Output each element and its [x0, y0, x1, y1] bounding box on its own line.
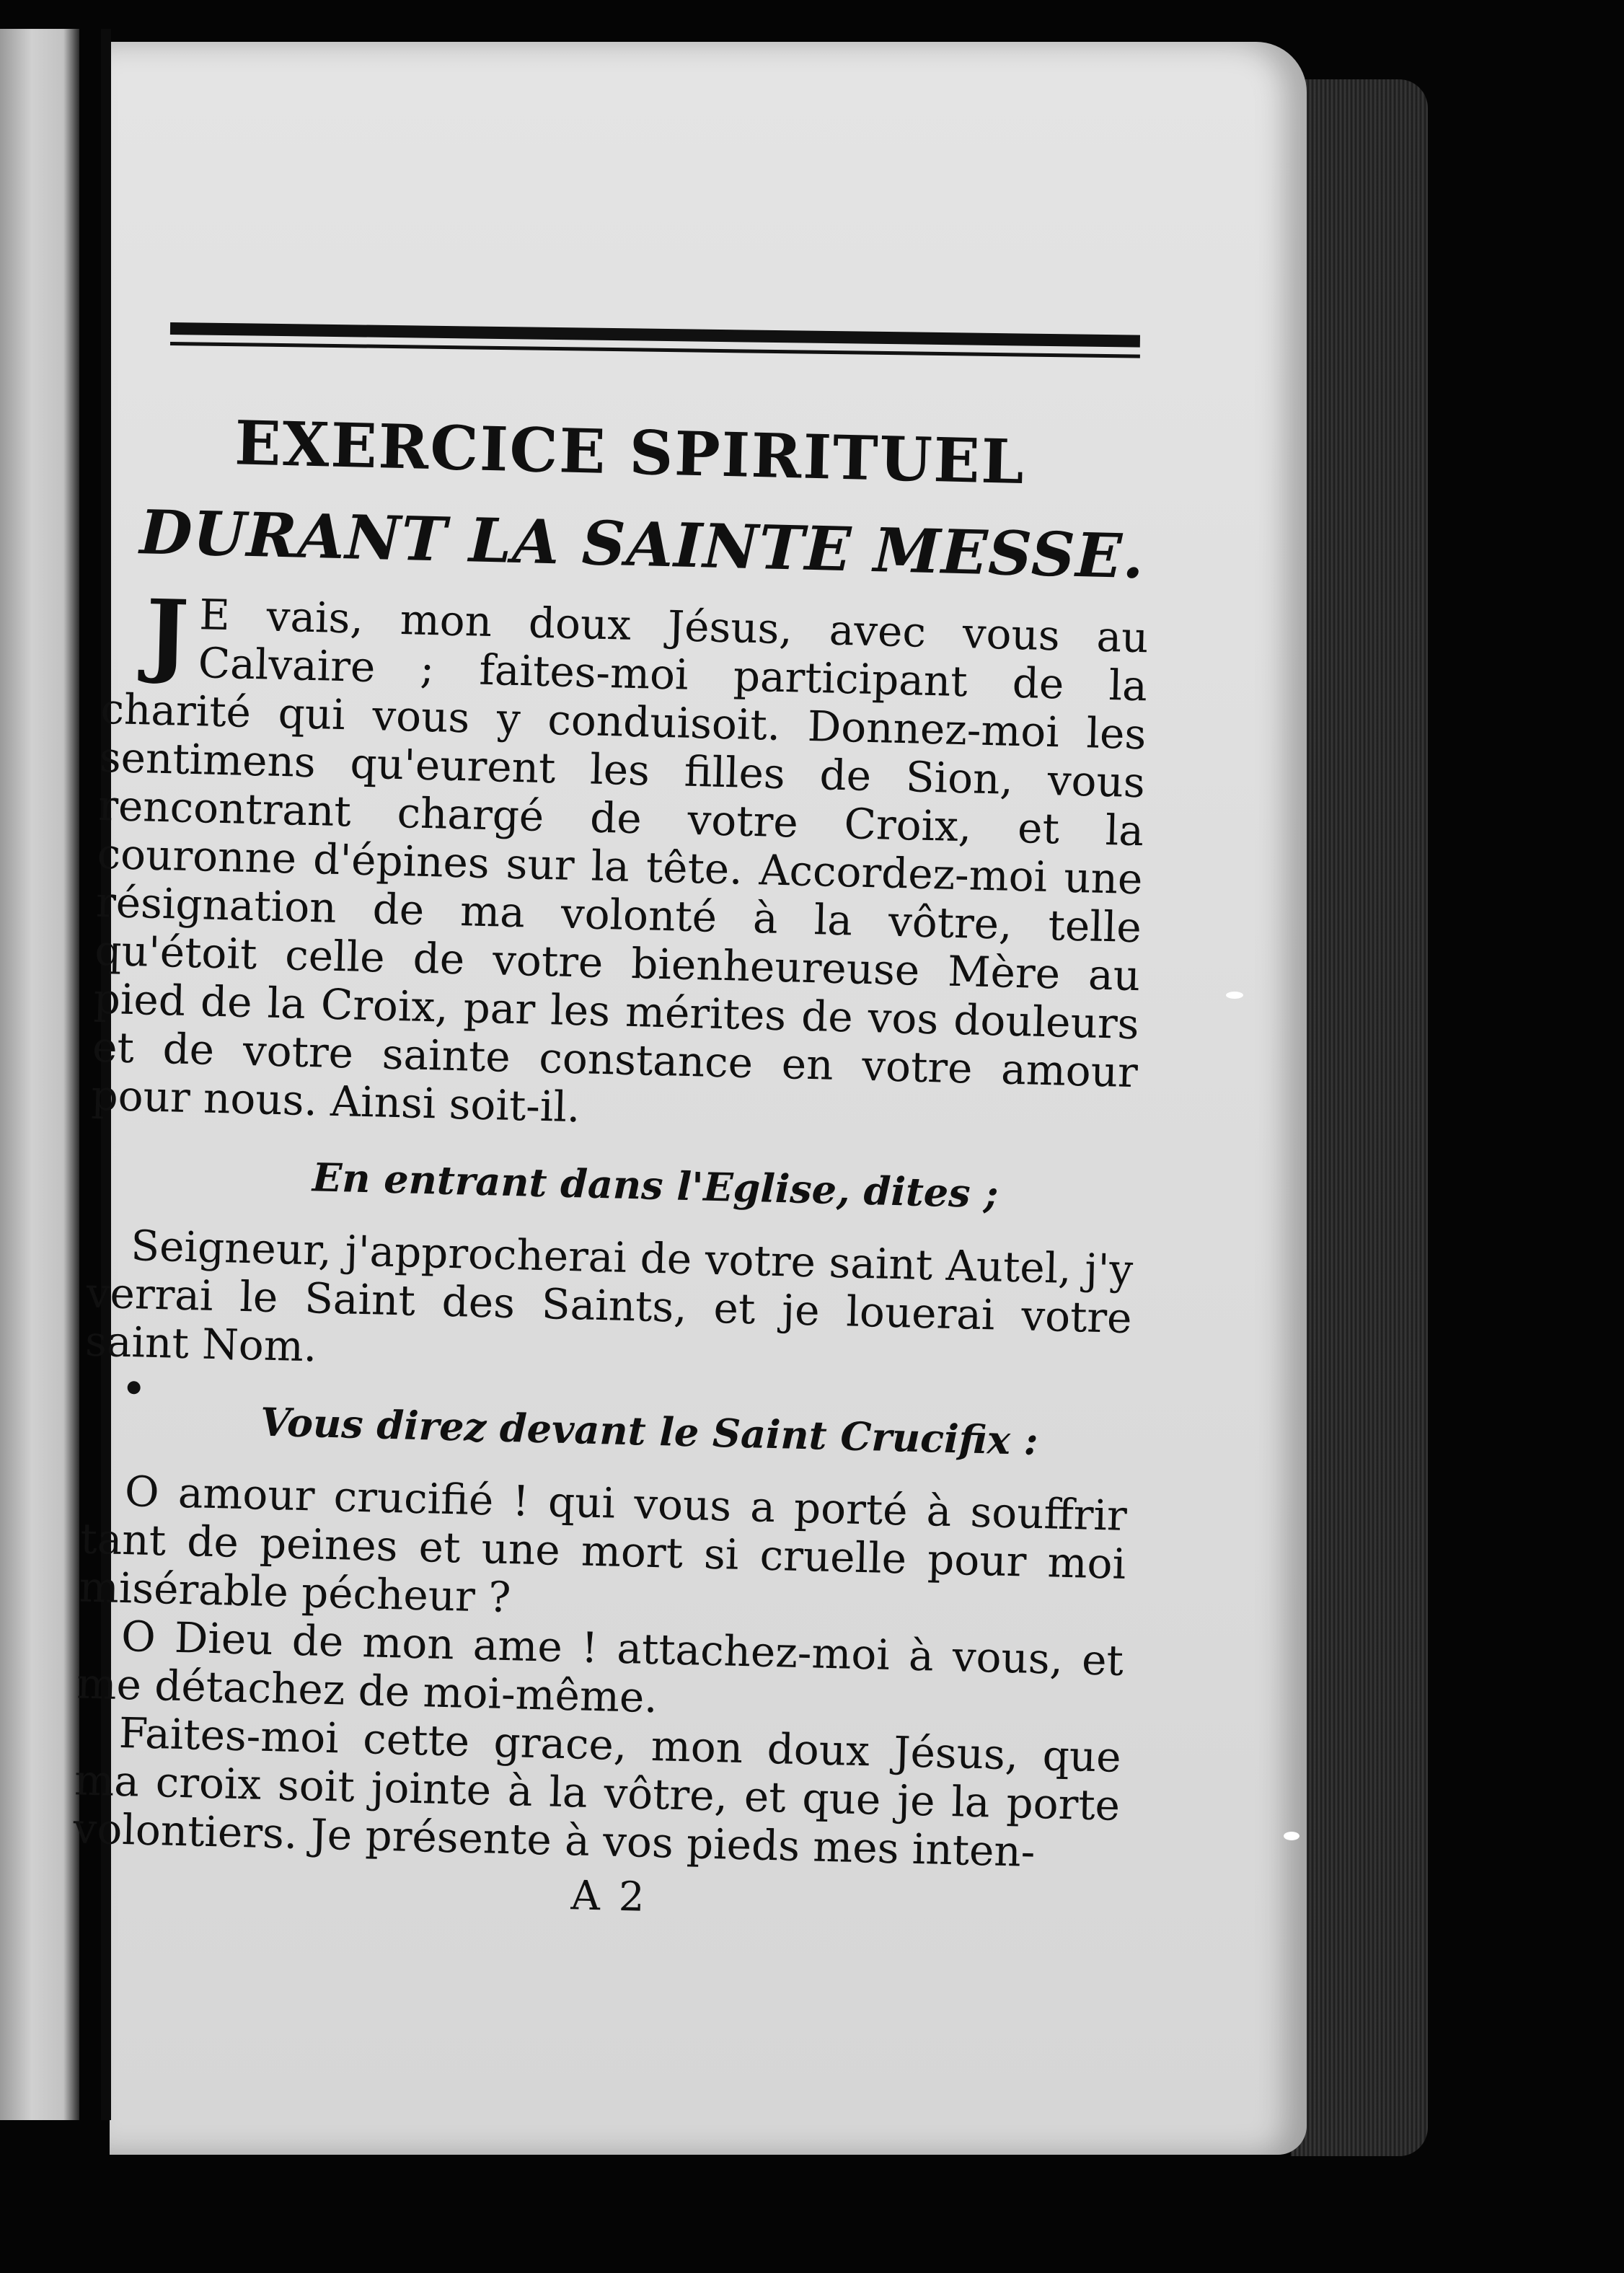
prayer-crucifix-1: O amour crucifié ! qui vous a porté à souffrir tant de peines et une mort si cruelle pour moi misérable pécheur ?	[79, 1467, 1128, 1623]
book-fore-edge	[1291, 79, 1428, 2156]
prayer-crucifix-2: O Dieu de mon ame ! attachez-moi à vous, et me détachez de moi-même.	[76, 1611, 1124, 1723]
rubric-before-crucifix: Vous direz devant le Saint Crucifix :	[260, 1398, 1039, 1464]
facing-page-edge	[0, 29, 79, 2120]
prayer-crucifix-3: Faites-moi cette grace, mon doux Jésus, que ma croix soit jointe à la vôtre, et que je la porte volontiers. Je présente à vos pieds mes inten-	[72, 1708, 1122, 1876]
intro-text: E vais, mon doux Jésus, avec vous au Calvaire ; faites-moi participant de la charité qui vous y conduisoit. Donnez-moi les sentimens qu'eurent les filles de Sion, vous rencontrant chargé de votre Croix, et la couronne d'épines sur la tête. Accordez-moi une résignation de ma volonté à la vôtre, telle qu'étoit celle de votre bienheureuse Mère au pied de la Croix, par les mérites de vos douleurs et de votre sainte constance en votre amour pour nous. Ainsi soit-il.	[90, 590, 1149, 1132]
page-text	[71, 404, 1154, 1933]
prayer-entering-church: Seigneur, j'approcherai de votre saint Autel, j'y verrai le Saint des Saints, et je louerai votre saint Nom.	[84, 1221, 1134, 1372]
page-title: EXERCICE SPIRITUEL	[234, 407, 1026, 498]
intro-paragraph	[90, 579, 1149, 1145]
page-subtitle: DURANT LA SAINTE MESSE.	[138, 496, 1146, 593]
ink-dot	[127, 1381, 140, 1394]
drop-cap: J	[144, 579, 190, 687]
paper-speck	[1226, 992, 1243, 999]
paper-speck	[1284, 1832, 1299, 1840]
rubric-entering-church: En entrant dans l'Eglise, dites ;	[312, 1154, 999, 1217]
signature-mark: A 2	[570, 1872, 648, 1921]
